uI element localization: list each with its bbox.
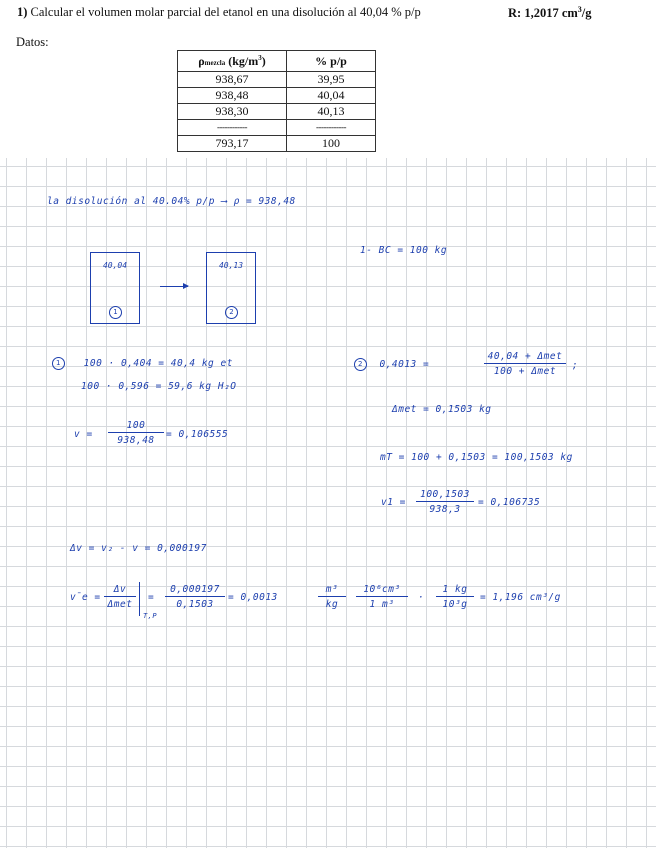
step2-numerator: 40,04 + Δmet [484, 351, 566, 364]
datos-label: Datos: [16, 35, 49, 49]
step2-fraction-value: 0,4013 = [379, 359, 430, 370]
cell-density: 938,30 [178, 104, 287, 120]
v1-fraction [416, 489, 474, 515]
table-row [178, 88, 376, 104]
table-row [178, 72, 376, 88]
box2-number: 2 [225, 306, 238, 319]
ve-deriv-den: Δmet [107, 599, 133, 610]
header-pp: % p/p [287, 51, 376, 72]
cell-pp: ------------ [287, 120, 376, 136]
v-numerator: 100 [108, 420, 164, 433]
cell-pp: 100 [287, 136, 376, 152]
note-dissolution: la disolución al 40.04% p/p ⟶ ρ = 938,48 [47, 196, 296, 207]
unit1-num: m³ [318, 584, 346, 597]
data-table [177, 50, 376, 152]
step1-mark: 1 [52, 357, 65, 370]
delta-met: Δmet = 0,1503 kg [392, 404, 492, 415]
total-mass: mT = 100 + 0,1503 = 100,1503 kg [380, 452, 573, 463]
answer-sup: 3 [577, 5, 582, 14]
cell-pp: 40,04 [287, 88, 376, 104]
header-density [178, 51, 287, 72]
answer-unit: /g [581, 6, 592, 21]
problem-text: Calcular el volumen molar parcial del etanol en una disolución al 40,04 % p/p [30, 5, 421, 19]
step2-left [354, 358, 429, 371]
v1-numerator: 100,1503 [416, 489, 474, 502]
step1-line1 [52, 357, 233, 370]
v-result: = 0,106555 [166, 429, 229, 440]
unit3-num: 1 kg [436, 584, 474, 597]
unit-fraction-1 [318, 584, 346, 610]
cell-density: 938,67 [178, 72, 287, 88]
ve-intermediate: = 0,0013 [228, 592, 278, 603]
rho-unit-sup: 3 [258, 54, 262, 62]
rho-symbol: ρ [198, 54, 205, 68]
v-fraction [108, 420, 164, 446]
ve-derivative [104, 584, 136, 610]
cell-density: 938,48 [178, 88, 287, 104]
cell-pp: 39,95 [287, 72, 376, 88]
ve-fraction [165, 584, 225, 610]
unit-fraction-3 [436, 584, 474, 610]
step1-line2: 100 · 0,596 = 59,6 kg H₂O [81, 381, 237, 392]
problem-statement [17, 5, 421, 20]
unit3-den: 10³g [442, 599, 468, 610]
note-base-calc: 1- BC = 100 kg [360, 245, 448, 256]
v1-label: v1 = [381, 497, 406, 508]
table-header-row [178, 51, 376, 72]
ve-subscript: T,P [143, 612, 158, 620]
step2-denominator: 100 + Δmet [493, 366, 557, 377]
solution-box-2 [206, 252, 256, 324]
cell-density: 793,17 [178, 136, 287, 152]
ve-denominator: 0,1503 [176, 599, 214, 610]
step2-end: ; [572, 360, 579, 371]
table-row [178, 104, 376, 120]
answer [508, 5, 592, 21]
v1-result: = 0,106735 [478, 497, 541, 508]
rho-unit-end: ) [261, 54, 266, 68]
step2-fraction [484, 351, 566, 377]
rho-unit: (kg/m [225, 54, 259, 68]
answer-value: R: 1,2017 cm [508, 6, 578, 21]
delta-v: Δv = v₂ - v = 0,000197 [70, 543, 207, 554]
cell-density: ------------ [178, 120, 287, 136]
table-row [178, 136, 376, 152]
step2-mark: 2 [354, 358, 367, 371]
box2-label: 40,13 [218, 261, 244, 270]
step1-ethanol: 100 · 0,404 = 40,4 kg et [83, 358, 233, 369]
table-row-separator [178, 120, 376, 136]
arrow-right-icon [160, 286, 188, 287]
unit2-num: 10⁶cm³ [356, 584, 408, 597]
v1-denominator: 938,3 [429, 504, 461, 515]
unit2-den: 1 m³ [369, 599, 395, 610]
unit1-den: kg [325, 599, 339, 610]
cell-pp: 40,13 [287, 104, 376, 120]
ve-numerator: 0,000197 [165, 584, 225, 597]
v-label: v = [74, 429, 93, 440]
problem-header [0, 0, 656, 158]
box1-number: 1 [109, 306, 122, 319]
rho-subscript: mezcla [204, 59, 226, 67]
evaluation-bar [139, 582, 140, 616]
ve-result: = 1,196 cm³/g [480, 592, 561, 603]
unit-fraction-2 [356, 584, 408, 610]
box1-label: 40,04 [102, 261, 128, 270]
v-denominator: 938,48 [117, 435, 155, 446]
solution-box-1 [90, 252, 140, 324]
multiply-dot: · [418, 592, 425, 603]
ve-equals: = [148, 592, 155, 603]
ve-deriv-num: Δv [104, 584, 136, 597]
ve-label: v̄e = [70, 592, 101, 603]
problem-number: 1) [17, 5, 28, 19]
